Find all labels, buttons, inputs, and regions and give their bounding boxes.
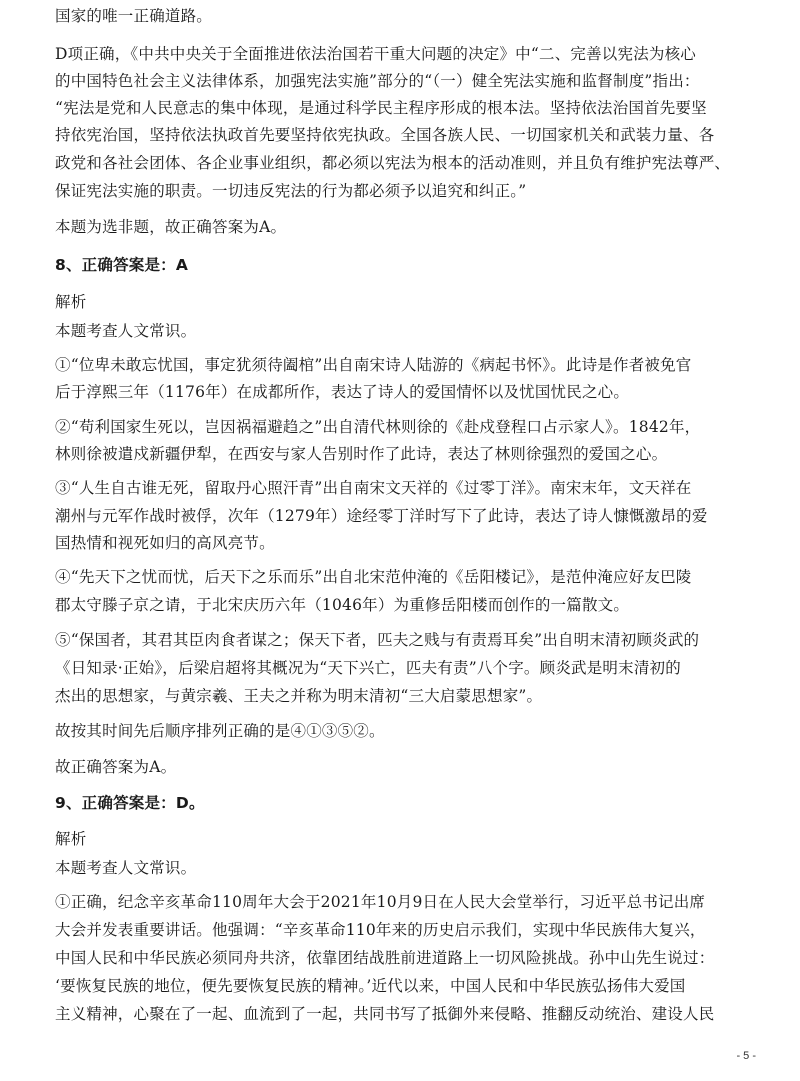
answer-heading: 9、正确答案是：D。: [55, 794, 205, 812]
text-line: ④“先天下之忧而忧，后天下之乐而乐”出自北宋范仲淹的《岳阳楼记》，是范仲淹应好友巴陵: [55, 568, 692, 586]
text-line: 持依宪治国，坚持依法执政首先要坚持依宪执政。全国各族人民、一切国家机关和武装力量、各: [55, 126, 715, 144]
text-line: ①正确，纪念辛亥革命110周年大会于2021年10月9日在人民大会堂举行，习近平总书记出席: [55, 893, 706, 911]
text-line: 本题考查人文常识。: [55, 322, 197, 340]
page-number: - 5 -: [736, 1050, 756, 1062]
text-line: 林则徐被遣戍新疆伊犁，在西安与家人告别时作了此诗，表达了林则徐强烈的爱国之心。: [55, 445, 668, 463]
text-line: ②“苟利国家生死以，岂因祸福避趋之”出自清代林则徐的《赴戍登程口占示家人》。1842年，: [55, 418, 701, 436]
text-line: 杰出的思想家，与黄宗羲、王夫之并称为明末清初“三大启蒙思想家”。: [55, 687, 543, 705]
text-line: 本题为选非题，故正确答案为A。: [55, 218, 287, 236]
text-line: 中国人民和中华民族必须同舟共济，依靠团结战胜前进道路上一切风险挑战。孙中山先生说过：: [55, 949, 715, 967]
text-line: 潮州与元军作战时被俘，次年（1279年）途经零丁洋时写下了此诗，表达了诗人慷慨激昂的爱: [55, 507, 708, 525]
answer-heading: 8、正确答案是：A: [55, 256, 189, 274]
analysis-label: 解析: [55, 293, 87, 311]
text-line: 主义精神，心聚在了一起、血流到了一起，共同书写了抵御外来侵略、推翻反动统治、建设人民: [55, 1005, 715, 1023]
text-line: ⑤“保国者，其君其臣肉食者谋之；保天下者，匹夫之贱与有责焉耳矣”出自明末清初顾炎武的: [55, 631, 700, 649]
text-line: 的中国特色社会主义法律体系，加强宪法实施”部分的“（一）健全宪法实施和监督制度”指出：: [55, 72, 700, 90]
text-line: ①“位卑未敢忘忧国，事定犹须待阖棺”出自南宋诗人陆游的《病起书怀》。此诗是作者被免官: [55, 356, 692, 374]
text-line: 故按其时间先后顺序排列正确的是④①③⑤②。: [55, 722, 385, 740]
text-line: 国家的唯一正确道路。: [55, 7, 213, 25]
text-line: 本题考查人文常识。: [55, 859, 197, 877]
text-line: 《日知录·正始》，后梁启超将其概况为“天下兴亡，匹夫有责”八个字。顾炎武是明末清初的: [55, 659, 681, 677]
text-line: 故正确答案为A。: [55, 758, 177, 776]
text-line: 郡太守滕子京之请，于北宋庆历六年（1046年）为重修岳阳楼而创作的一篇散文。: [55, 596, 630, 614]
text-line: 国热情和视死如归的高风亮节。: [55, 534, 275, 552]
text-line: 大会并发表重要讲话。他强调：“辛亥革命110年来的历史启示我们，实现中华民族伟大复兴，: [55, 921, 706, 939]
text-line: 后于淳熙三年（1176年）在成都所作，表达了诗人的爱国情怀以及忧国忧民之心。: [55, 383, 630, 401]
analysis-label: 解析: [55, 830, 87, 848]
text-line: “宪法是党和人民意志的集中体现，是通过科学民主程序形成的根本法。坚持依法治国首先要坚: [55, 99, 707, 117]
text-line: D项正确，《中共中央关于全面推进依法治国若干重大问题的决定》中“二、完善以宪法为核心: [55, 45, 697, 63]
text-line: 政党和各社会团体、各企业事业组织，都必须以宪法为根本的活动准则，并且负有维护宪法尊严、: [55, 154, 731, 172]
text-line: ‘要恢复民族的地位，便先要恢复民族的精神。’近代以来，中国人民和中华民族弘扬伟大爱国: [55, 977, 686, 995]
text-line: ③“人生自古谁无死，留取丹心照汗青”出自南宋文天祥的《过零丁洋》。南宋末年，文天祥在: [55, 479, 692, 497]
text-line: 保证宪法实施的职责。一切违反宪法的行为都必须予以追究和纠正。”: [55, 182, 527, 200]
